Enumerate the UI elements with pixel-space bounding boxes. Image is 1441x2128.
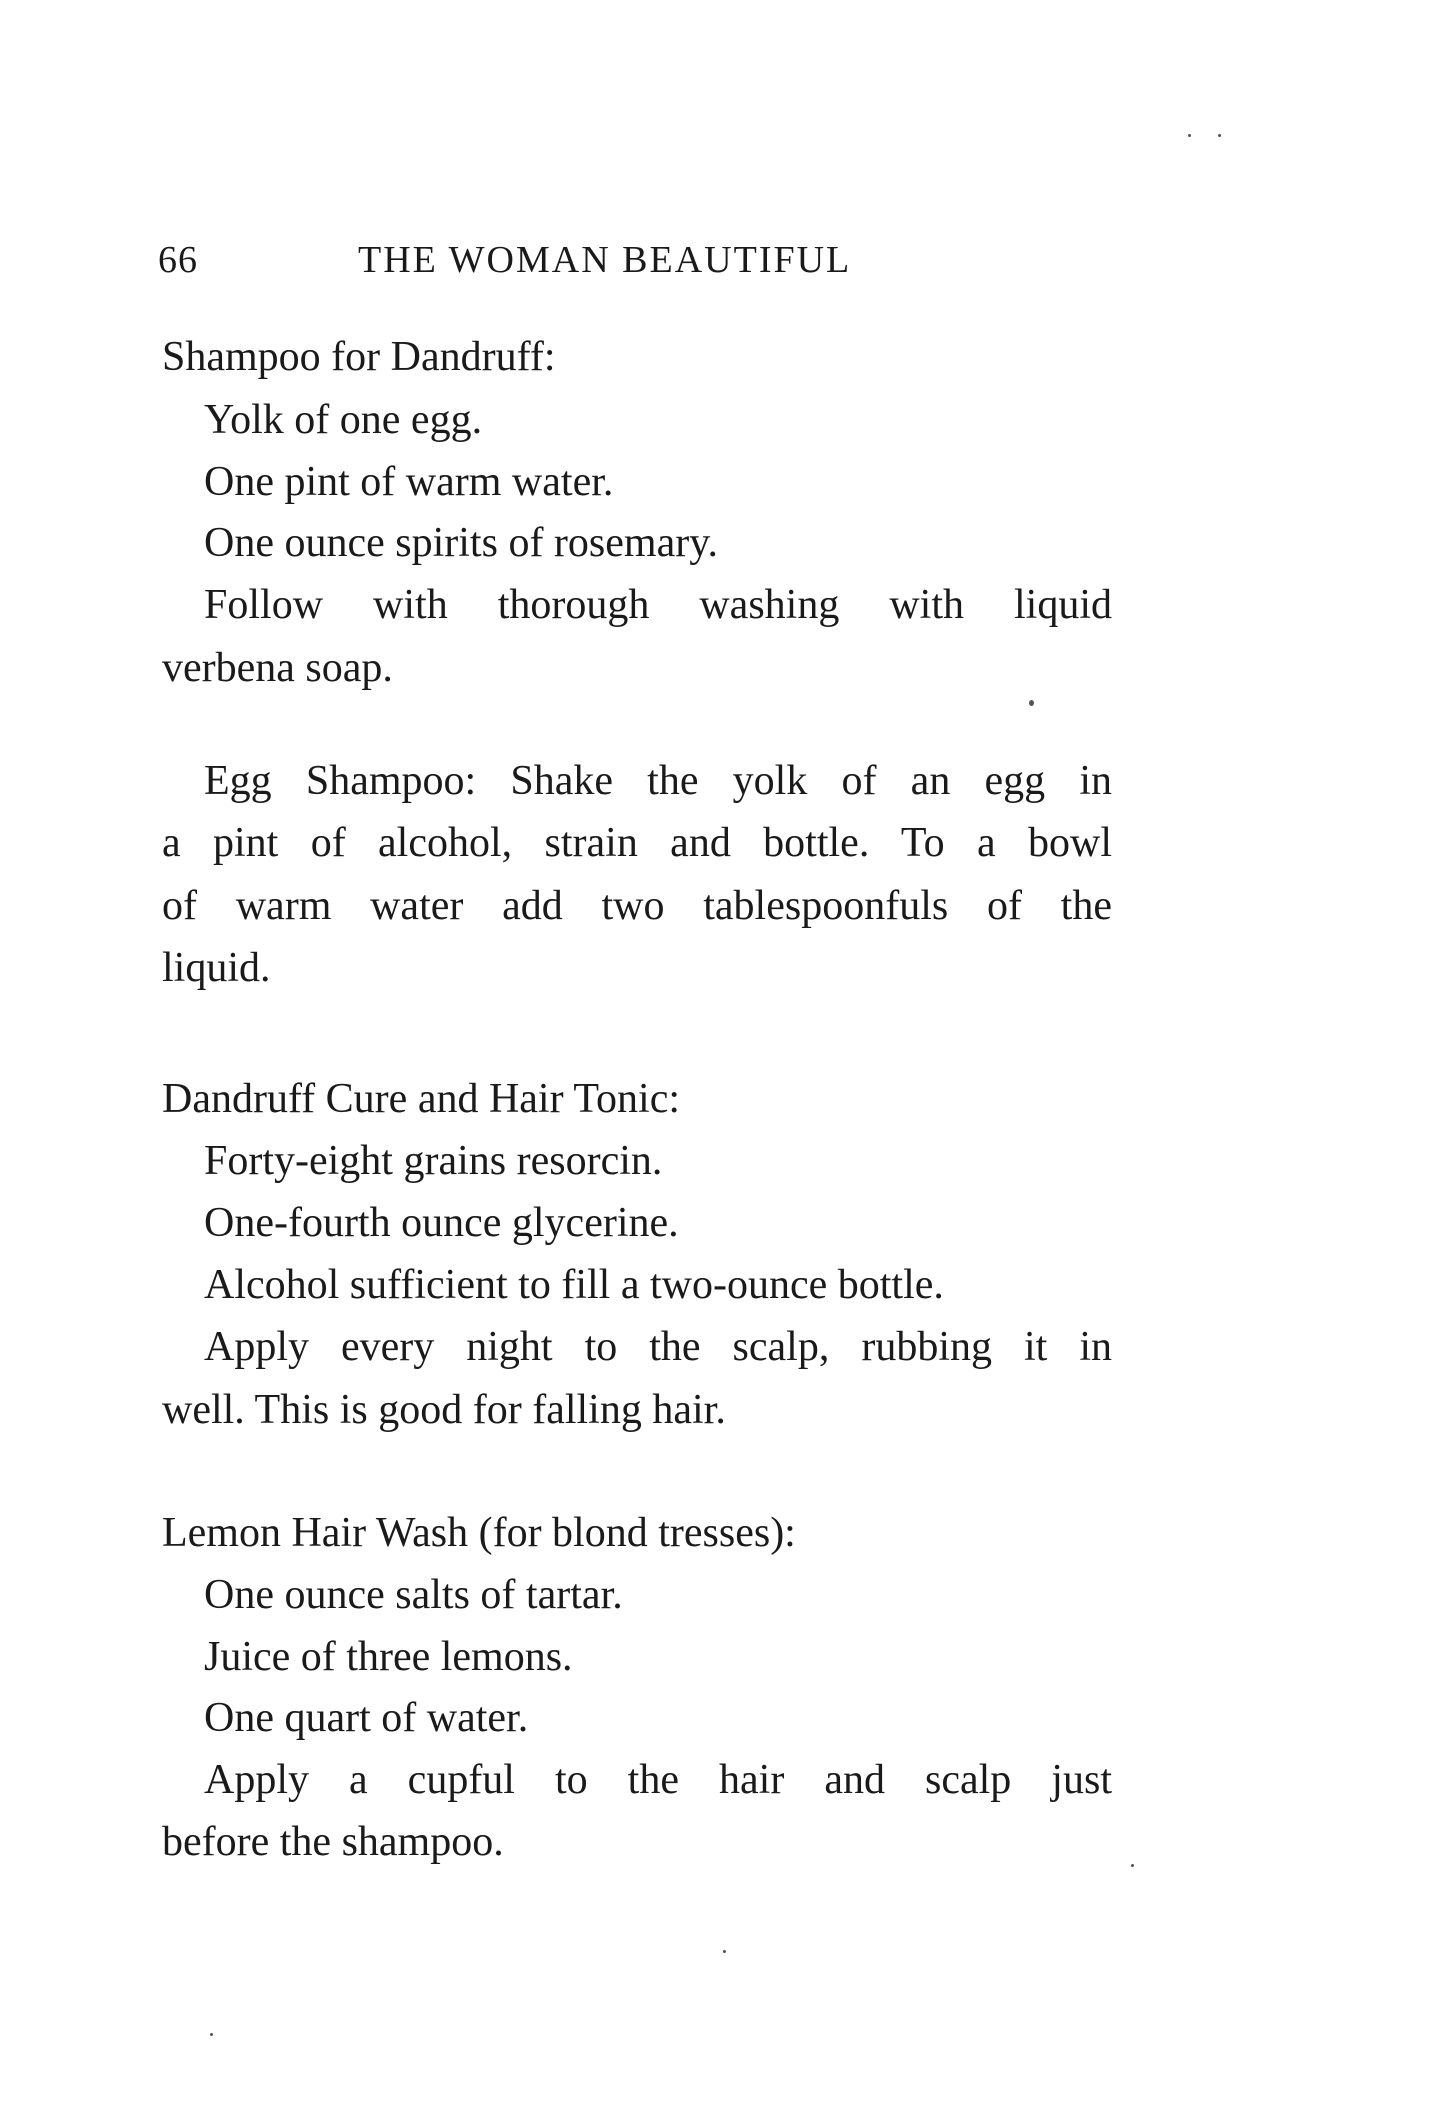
recipe-title-shampoo-for-dandruff: Shampoo for Dandruff: [162,334,556,380]
instruction-line: before the shampoo. [162,1819,504,1865]
ingredient-line: Juice of three lemons. [204,1634,573,1680]
ingredient-line: Yolk of one egg. [204,397,483,443]
instruction-line: well. This is good for falling hair. [162,1387,726,1433]
scan-speck [1131,1864,1134,1867]
ingredient-line: One ounce salts of tartar. [204,1572,623,1618]
scan-speck [1029,700,1034,706]
instruction-line: Follow with thorough washing with liquid [204,582,1112,628]
ingredient-line: One-fourth ounce glycerine. [204,1200,679,1246]
scan-speck [723,1950,726,1953]
paragraph-line-egg-shampoo: Egg Shampoo: Shake the yolk of an egg in [204,758,1112,804]
scan-speck [1188,134,1191,137]
running-title: THE WOMAN BEAUTIFUL [358,239,852,281]
ingredient-line: Forty-eight grains resorcin. [204,1138,663,1184]
ingredient-line: One ounce spirits of rosemary. [204,520,718,566]
instruction-line: Apply every night to the scalp, rubbing it in [204,1324,1112,1370]
scan-speck [1218,134,1221,137]
recipe-title-dandruff-cure: Dandruff Cure and Hair Tonic: [162,1076,681,1122]
paragraph-line: liquid. [162,945,271,991]
ingredient-line: Alcohol sufficient to fill a two-ounce bottle. [204,1262,944,1308]
instruction-line: verbena soap. [162,645,393,691]
recipe-title-lemon-hair-wash: Lemon Hair Wash (for blond tresses): [162,1510,796,1556]
ingredient-line: One quart of water. [204,1695,529,1741]
paragraph-line: a pint of alcohol, strain and bottle. To a bowl [162,820,1112,866]
instruction-line: Apply a cupful to the hair and scalp just [204,1757,1112,1803]
ingredient-line: One pint of warm water. [204,459,614,505]
scan-speck [210,2033,213,2036]
page-number: 66 [158,239,198,281]
paragraph-line: of warm water add two tablespoonfuls of the [162,883,1112,929]
